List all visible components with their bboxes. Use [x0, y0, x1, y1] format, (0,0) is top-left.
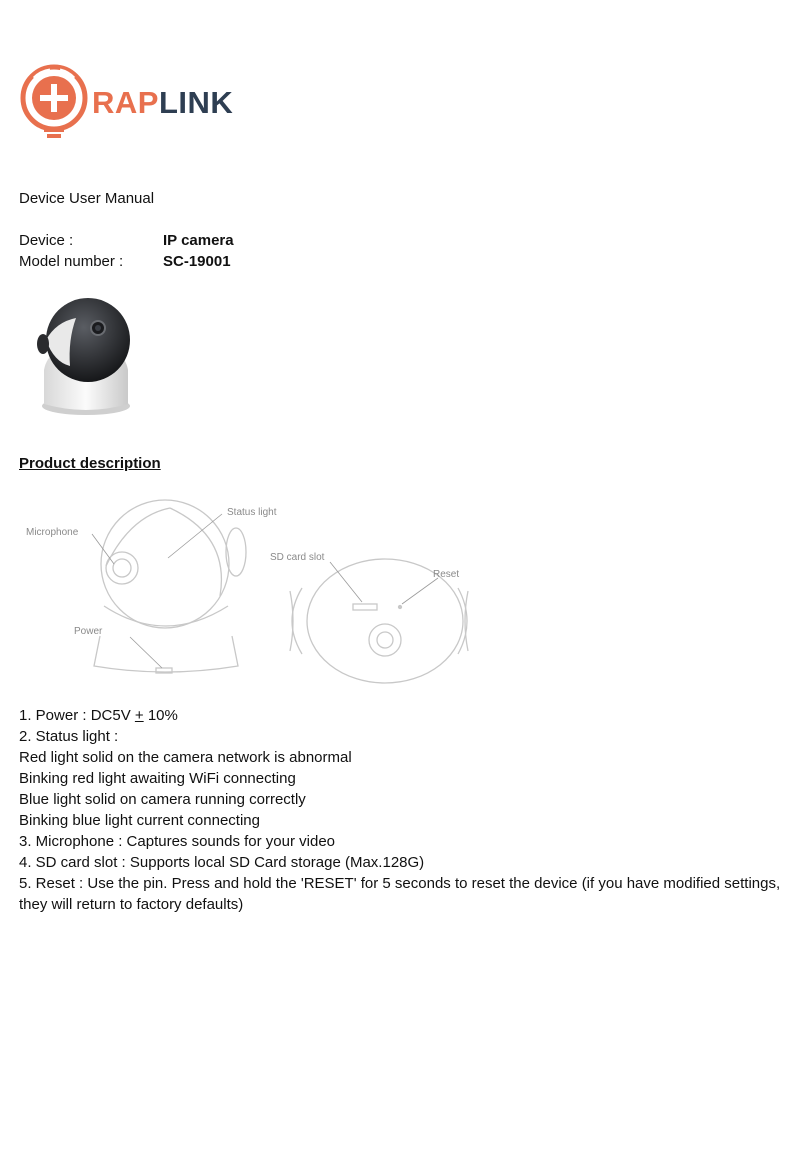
model-value: SC-19001 — [163, 253, 231, 270]
spec-microphone: 3. Microphone : Captures sounds for your video — [19, 833, 336, 850]
spec-status-blue-blink: Binking blue light current connecting — [19, 812, 260, 829]
diagram-label-microphone: Microphone — [26, 527, 79, 538]
diagram-label-power: Power — [74, 626, 103, 637]
spec-power-prefix: 1. Power : DC5V — [19, 707, 135, 724]
diagram-label-sd-card-slot: SD card slot — [270, 552, 325, 563]
spec-status-red-blink: Binking red light awaiting WiFi connecting — [19, 770, 296, 787]
spec-status-red-solid: Red light solid on the camera network is abnormal — [19, 749, 352, 766]
spec-power-suffix: 10% — [143, 707, 178, 724]
device-label: Device : — [19, 232, 74, 249]
product-photo — [28, 296, 140, 420]
model-label: Model number : — [19, 253, 124, 270]
spec-status-light: 2. Status light : — [19, 728, 119, 745]
spec-status-blue-solid: Blue light solid on camera running correctly — [19, 791, 306, 808]
spec-reset: 5. Reset : Use the pin. Press and hold the 'RESET' for 5 seconds to reset the device (if you have modified settings, they will return to factory defaults) — [19, 875, 781, 913]
document-title: Device User Manual — [19, 190, 155, 207]
spec-power — [19, 705, 178, 726]
logo-text-rap: RAP — [92, 85, 159, 120]
lightbulb-logo-icon — [20, 64, 88, 140]
device-value: IP camera — [163, 232, 234, 249]
diagram-label-status-light: Status light — [227, 507, 277, 518]
product-description-heading: Product description — [19, 455, 161, 472]
brand-logo — [20, 64, 270, 140]
diagram-label-reset: Reset — [433, 569, 460, 580]
product-diagram — [20, 496, 470, 686]
logo-text-link: LINK — [158, 85, 234, 120]
spec-power-plusminus: + — [134, 707, 144, 724]
spec-sd-card: 4. SD card slot : Supports local SD Card storage (Max.128G) — [19, 854, 425, 871]
